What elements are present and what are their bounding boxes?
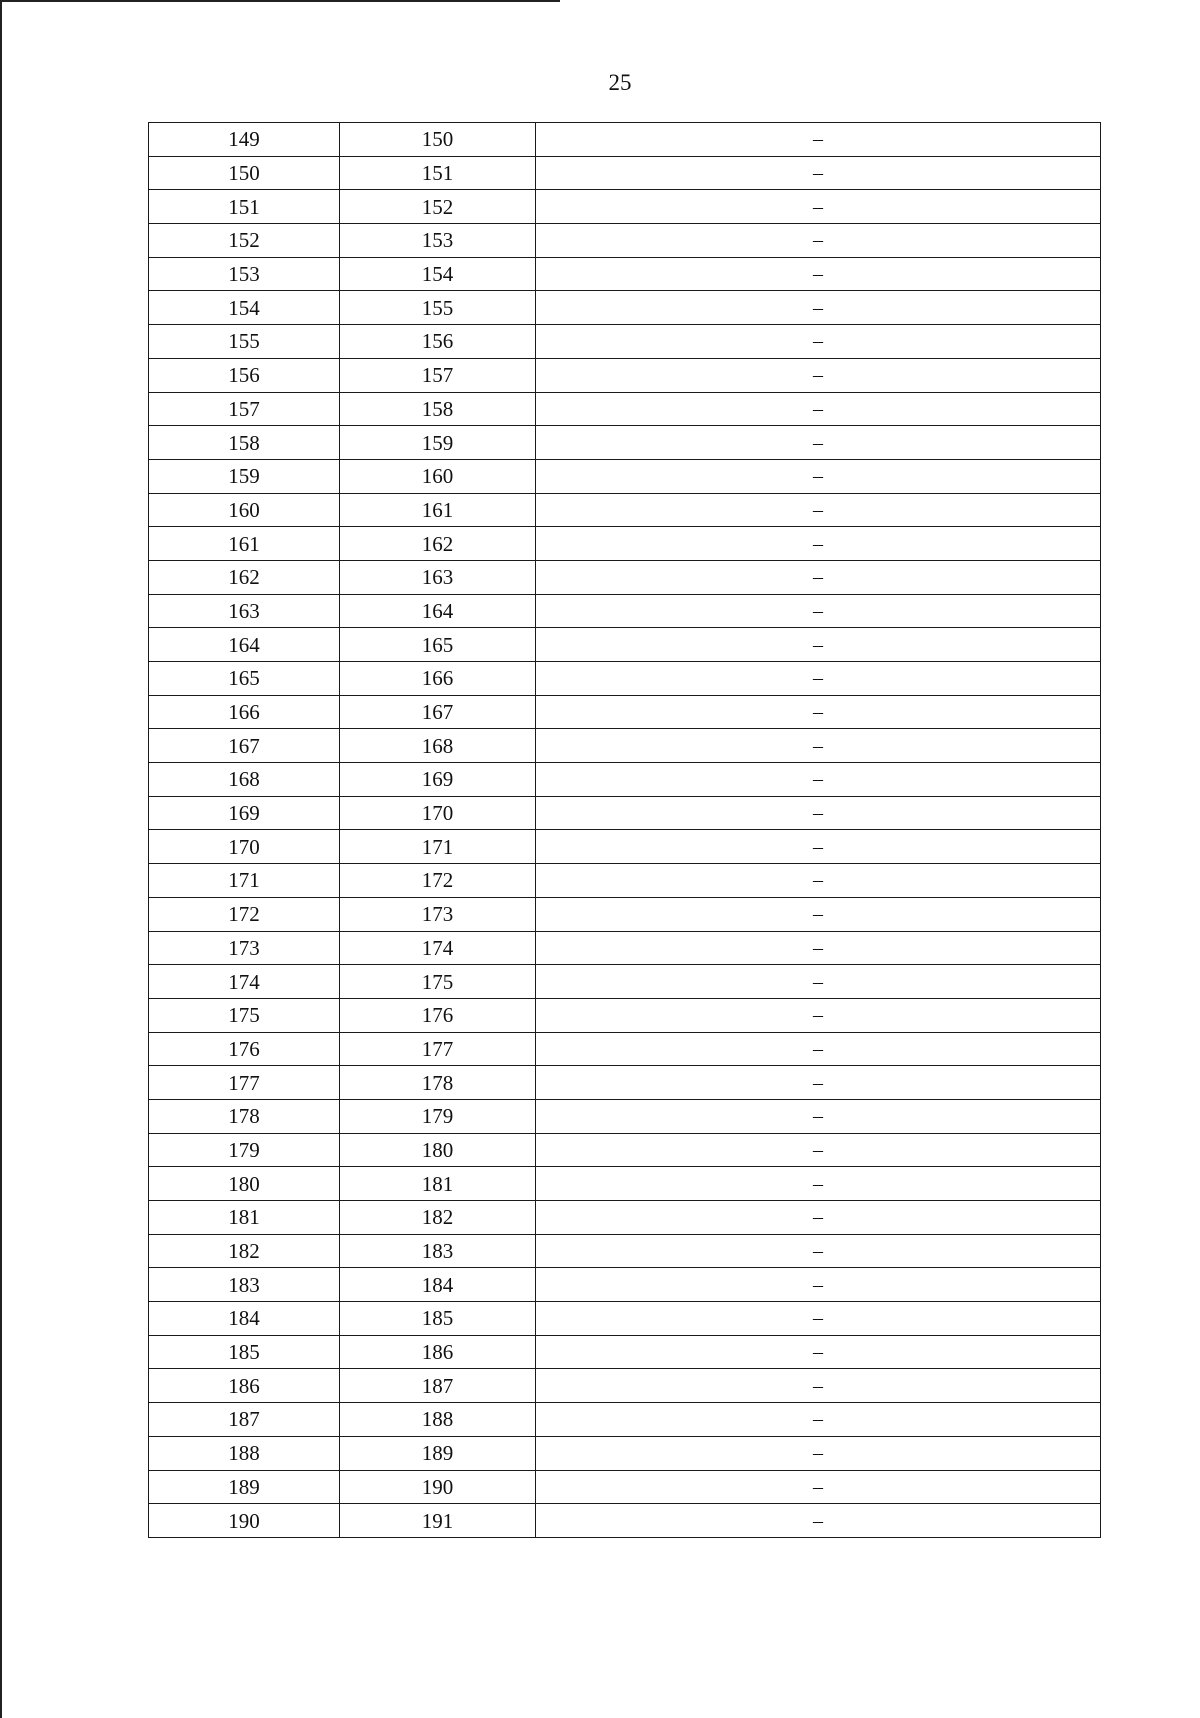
cell-value: – (536, 291, 1101, 325)
cell-value: – (536, 325, 1101, 359)
cell-value: – (536, 1167, 1101, 1201)
cell-value: – (536, 763, 1101, 797)
cell-to: 157 (340, 358, 536, 392)
cell-to: 173 (340, 897, 536, 931)
cell-to: 191 (340, 1504, 536, 1538)
cell-value: – (536, 830, 1101, 864)
cell-from: 160 (149, 493, 340, 527)
cell-to: 174 (340, 931, 536, 965)
cell-from: 186 (149, 1369, 340, 1403)
table-row (149, 796, 1101, 830)
cell-from: 169 (149, 796, 340, 830)
cell-to: 153 (340, 224, 536, 258)
cell-to: 186 (340, 1335, 536, 1369)
cell-from: 171 (149, 864, 340, 898)
cell-value: – (536, 1436, 1101, 1470)
table-row (149, 224, 1101, 258)
cell-to: 184 (340, 1268, 536, 1302)
cell-value: – (536, 897, 1101, 931)
table-row (149, 1436, 1101, 1470)
cell-value: – (536, 695, 1101, 729)
cell-value: – (536, 1470, 1101, 1504)
cell-from: 170 (149, 830, 340, 864)
cell-to: 151 (340, 156, 536, 190)
table-row (149, 1302, 1101, 1336)
table-row (149, 1133, 1101, 1167)
table-row (149, 325, 1101, 359)
cell-from: 189 (149, 1470, 340, 1504)
cell-from: 180 (149, 1167, 340, 1201)
cell-to: 187 (340, 1369, 536, 1403)
table-row (149, 1066, 1101, 1100)
cell-from: 168 (149, 763, 340, 797)
table-row (149, 1403, 1101, 1437)
table-row (149, 1268, 1101, 1302)
cell-to: 154 (340, 257, 536, 291)
table-row (149, 560, 1101, 594)
table-row (149, 864, 1101, 898)
cell-to: 167 (340, 695, 536, 729)
cell-to: 178 (340, 1066, 536, 1100)
cell-from: 156 (149, 358, 340, 392)
table-row (149, 426, 1101, 460)
cell-value: – (536, 1066, 1101, 1100)
cell-from: 177 (149, 1066, 340, 1100)
cell-to: 171 (340, 830, 536, 864)
page-number: 25 (608, 70, 632, 95)
table-row (149, 1167, 1101, 1201)
cell-to: 159 (340, 426, 536, 460)
cell-value: – (536, 931, 1101, 965)
cell-value: – (536, 527, 1101, 561)
cell-value: – (536, 998, 1101, 1032)
table-row (149, 662, 1101, 696)
cell-from: 153 (149, 257, 340, 291)
cell-from: 163 (149, 594, 340, 628)
cell-to: 165 (340, 628, 536, 662)
cell-from: 187 (149, 1403, 340, 1437)
cell-value: – (536, 1032, 1101, 1066)
cell-from: 174 (149, 965, 340, 999)
table-row (149, 594, 1101, 628)
cell-from: 184 (149, 1302, 340, 1336)
table-row (149, 1099, 1101, 1133)
cell-value: – (536, 662, 1101, 696)
cell-to: 152 (340, 190, 536, 224)
cell-from: 152 (149, 224, 340, 258)
data-table (148, 122, 1101, 1538)
table-row (149, 998, 1101, 1032)
table-row (149, 695, 1101, 729)
cell-from: 188 (149, 1436, 340, 1470)
cell-value: – (536, 156, 1101, 190)
cell-value: – (536, 224, 1101, 258)
cell-to: 166 (340, 662, 536, 696)
cell-to: 189 (340, 1436, 536, 1470)
cell-to: 164 (340, 594, 536, 628)
table-row (149, 291, 1101, 325)
cell-from: 155 (149, 325, 340, 359)
cell-value: – (536, 1099, 1101, 1133)
table-row (149, 965, 1101, 999)
cell-from: 183 (149, 1268, 340, 1302)
cell-value: – (536, 123, 1101, 157)
table-row (149, 156, 1101, 190)
cell-from: 161 (149, 527, 340, 561)
cell-value: – (536, 426, 1101, 460)
table-row (149, 931, 1101, 965)
table-row (149, 1234, 1101, 1268)
cell-from: 166 (149, 695, 340, 729)
table-row (149, 1470, 1101, 1504)
cell-to: 160 (340, 459, 536, 493)
table-row (149, 1504, 1101, 1538)
cell-from: 164 (149, 628, 340, 662)
cell-to: 161 (340, 493, 536, 527)
cell-to: 181 (340, 1167, 536, 1201)
cell-value: – (536, 493, 1101, 527)
cell-value: – (536, 1201, 1101, 1235)
cell-to: 168 (340, 729, 536, 763)
cell-to: 158 (340, 392, 536, 426)
cell-to: 175 (340, 965, 536, 999)
cell-to: 169 (340, 763, 536, 797)
table-row (149, 1032, 1101, 1066)
cell-to: 176 (340, 998, 536, 1032)
cell-from: 173 (149, 931, 340, 965)
cell-to: 156 (340, 325, 536, 359)
table-body (149, 123, 1101, 1538)
cell-from: 149 (149, 123, 340, 157)
table-row (149, 729, 1101, 763)
cell-value: – (536, 560, 1101, 594)
cell-to: 180 (340, 1133, 536, 1167)
table-row (149, 257, 1101, 291)
cell-value: – (536, 729, 1101, 763)
cell-value: – (536, 190, 1101, 224)
table-row (149, 392, 1101, 426)
cell-to: 188 (340, 1403, 536, 1437)
cell-to: 155 (340, 291, 536, 325)
cell-from: 175 (149, 998, 340, 1032)
cell-value: – (536, 1403, 1101, 1437)
cell-value: – (536, 392, 1101, 426)
cell-value: – (536, 459, 1101, 493)
cell-to: 190 (340, 1470, 536, 1504)
cell-to: 182 (340, 1201, 536, 1235)
cell-value: – (536, 1504, 1101, 1538)
cell-from: 158 (149, 426, 340, 460)
table-row (149, 897, 1101, 931)
cell-to: 183 (340, 1234, 536, 1268)
cell-to: 150 (340, 123, 536, 157)
cell-from: 178 (149, 1099, 340, 1133)
left-border-line (0, 0, 2, 1718)
table-row (149, 123, 1101, 157)
cell-to: 162 (340, 527, 536, 561)
cell-value: – (536, 796, 1101, 830)
cell-from: 162 (149, 560, 340, 594)
cell-value: – (536, 358, 1101, 392)
cell-value: – (536, 1335, 1101, 1369)
cell-value: – (536, 965, 1101, 999)
cell-value: – (536, 594, 1101, 628)
cell-to: 172 (340, 864, 536, 898)
table-row (149, 1369, 1101, 1403)
table-row (149, 527, 1101, 561)
table-row (149, 493, 1101, 527)
table-row (149, 1335, 1101, 1369)
cell-value: – (536, 1268, 1101, 1302)
cell-from: 179 (149, 1133, 340, 1167)
top-border-line (0, 0, 560, 2)
cell-to: 170 (340, 796, 536, 830)
cell-from: 165 (149, 662, 340, 696)
cell-from: 176 (149, 1032, 340, 1066)
cell-from: 190 (149, 1504, 340, 1538)
cell-to: 185 (340, 1302, 536, 1336)
cell-to: 177 (340, 1032, 536, 1066)
cell-from: 151 (149, 190, 340, 224)
cell-value: – (536, 257, 1101, 291)
cell-to: 163 (340, 560, 536, 594)
cell-from: 159 (149, 459, 340, 493)
cell-from: 181 (149, 1201, 340, 1235)
cell-from: 182 (149, 1234, 340, 1268)
cell-value: – (536, 1369, 1101, 1403)
cell-to: 179 (340, 1099, 536, 1133)
cell-from: 172 (149, 897, 340, 931)
table-row (149, 358, 1101, 392)
cell-value: – (536, 864, 1101, 898)
cell-from: 185 (149, 1335, 340, 1369)
table-row (149, 190, 1101, 224)
cell-from: 157 (149, 392, 340, 426)
table-row (149, 628, 1101, 662)
cell-value: – (536, 1234, 1101, 1268)
cell-from: 167 (149, 729, 340, 763)
cell-from: 150 (149, 156, 340, 190)
table-row (149, 830, 1101, 864)
table-row (149, 1201, 1101, 1235)
cell-value: – (536, 1302, 1101, 1336)
cell-value: – (536, 1133, 1101, 1167)
cell-value: – (536, 628, 1101, 662)
table-row (149, 763, 1101, 797)
cell-from: 154 (149, 291, 340, 325)
table-row (149, 459, 1101, 493)
